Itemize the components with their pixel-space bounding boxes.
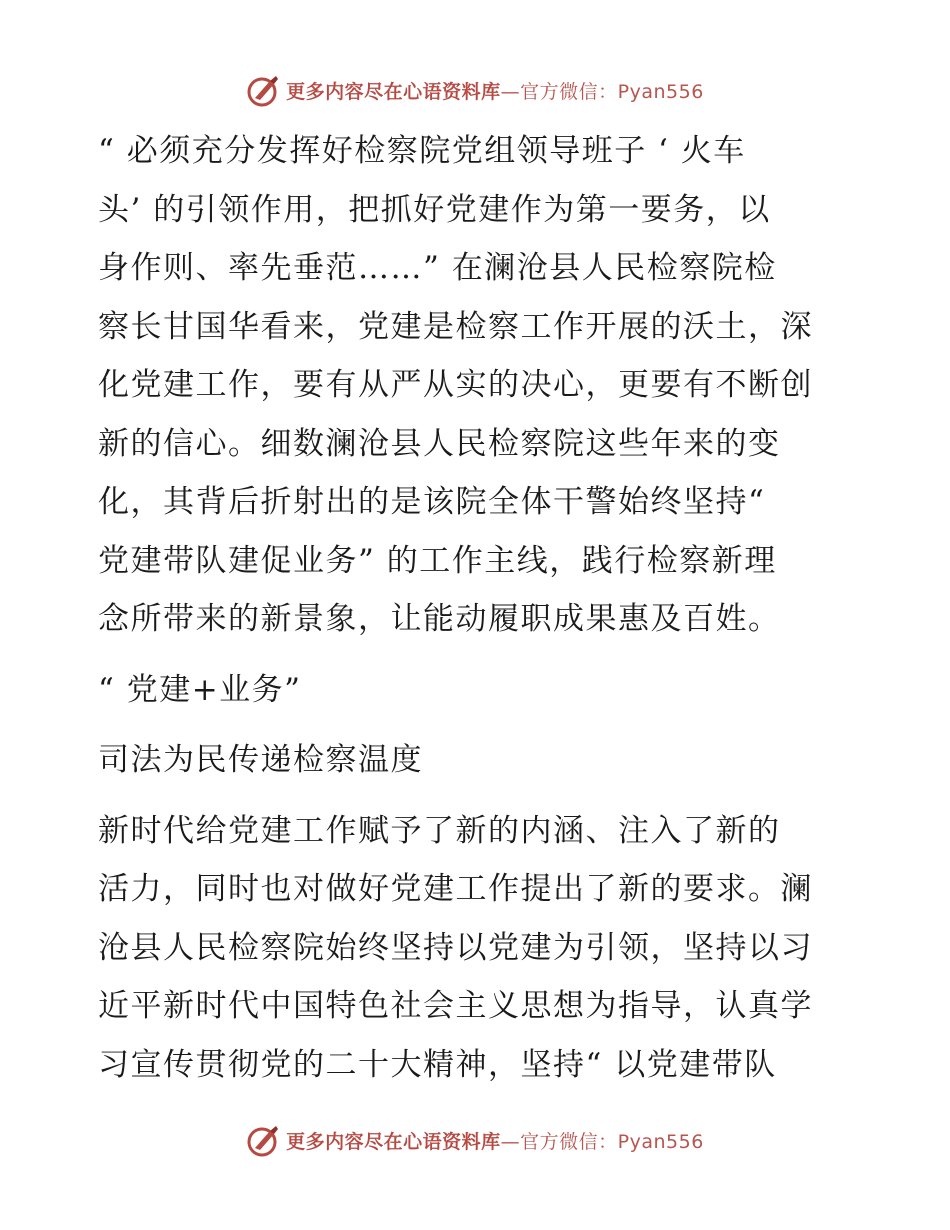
header-banner-text: 更多内容尽在心语资料库—官方微信：Pyan556 bbox=[286, 80, 704, 103]
text-line: 党建带队建促业务” 的工作主线，践行检察新理 bbox=[98, 542, 777, 579]
text-line: 活力，同时也对做好党建工作提出了新的要求。澜 bbox=[98, 871, 813, 907]
text-line: 头’ 的引领作用，把抓好党建作为第一要务，以 bbox=[98, 191, 771, 228]
section-subheading bbox=[98, 731, 858, 790]
footer-watermark-banner bbox=[0, 1120, 950, 1160]
heading-line: “ 党建+业务” bbox=[98, 671, 302, 708]
text-line: 近平新时代中国特色社会主义思想为指导，认真学 bbox=[98, 988, 813, 1024]
text-line: 察长甘国华看来，党建是检察工作开展的沃土，深 bbox=[98, 308, 813, 345]
text-line: 新的信心。细数澜沧县人民检察院这些年来的变 bbox=[98, 425, 781, 462]
paragraph-new-era bbox=[98, 802, 858, 1095]
text-line: 沧县人民检察院始终坚持以党建为引领，坚持以习 bbox=[98, 929, 813, 966]
document-body bbox=[98, 122, 858, 1094]
section-heading bbox=[98, 661, 858, 720]
text-line: 身作则、率先垂范……” 在澜沧县人民检察院检 bbox=[98, 250, 777, 286]
text-line: 化，其背后折射出的是该院全体干警始终坚持“ bbox=[98, 484, 766, 520]
brand-logo-icon bbox=[246, 72, 282, 108]
text-line: 念所带来的新景象，让能动履职成果惠及百姓。 bbox=[98, 601, 781, 637]
text-line: 新时代给党建工作赋予了新的内涵、注入了新的 bbox=[98, 812, 781, 849]
brand-logo-icon bbox=[246, 1122, 282, 1158]
header-watermark-banner bbox=[0, 70, 950, 110]
text-line: 习宣传贯彻党的二十大精神，坚持“ 以党建带队 bbox=[98, 1046, 777, 1083]
text-line: “ 必须充分发挥好检察院党组领导班子 ‘ 火车 bbox=[98, 133, 746, 169]
text-line: 化党建工作，要有从严从实的决心，更要有不断创 bbox=[98, 367, 813, 403]
paragraph-intro bbox=[98, 122, 858, 649]
footer-banner-text: 更多内容尽在心语资料库—官方微信：Pyan556 bbox=[286, 1130, 704, 1153]
subheading-line: 司法为民传递检察温度 bbox=[98, 742, 423, 778]
